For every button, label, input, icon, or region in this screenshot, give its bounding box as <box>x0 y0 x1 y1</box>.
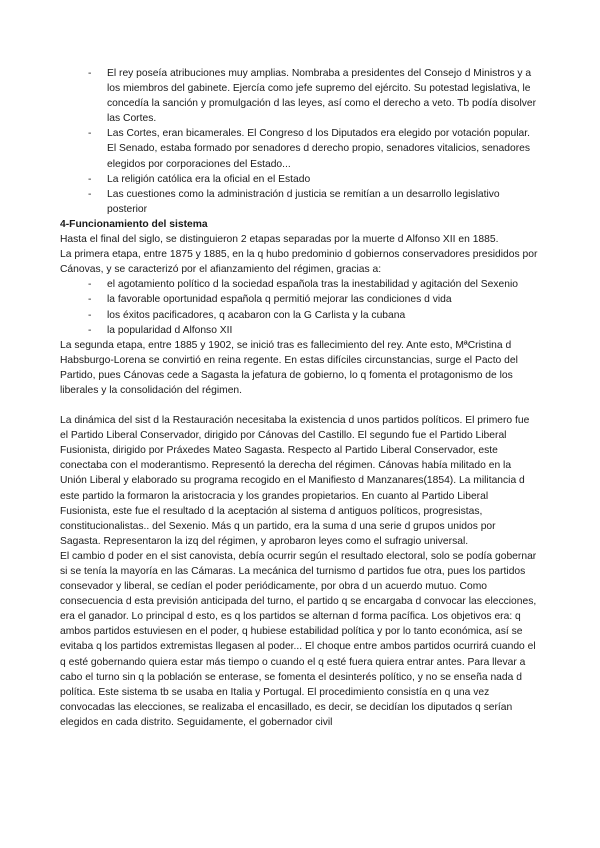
turnismo-paragraph: El cambio d poder en el sist canovista, debía ocurrir según el resultado electoral, solo se podía gobernar si se tenía la mayoría en las Cámaras. La mecánica del turnismo d partidos fue otra, pues los partidos consevador y liberal, se cedían el poder periódicamente, por obra d un acuerdo mutuo. Como consecuencia d esta previsión anticipada del turno, el partido q se encargaba d convocar las elecciones, era el ganador. Lo principal d esto, es q los partidos se alternan d forma pacífica. Los objetivos era: q ambos partidos estuviesen en el poder, q hubiese estabilidad política y por lo tanto económica, así se evitaba q los partidos extremistas llegasen al poder... El choque entre ambos partidos ocurrirá cuando el q esté gobernando quiera estar más tiempo o cuando el q esté fuera quiera entrar antes. Para llevar a cabo el turno sin q la población se enterase, se fomenta el desinterés político, y no se enseña nada d política. Este sistema tb se usaba en Italia y Portugal. El procedimiento consistía en q una vez convocadas las elecciones, se realizaba el encasillado, es decir, se decidían los diputados q serían elegidos en cada distrito. Seguidamente, el gobernador civil <box>60 550 537 728</box>
first-stage-paragraph: La primera etapa, entre 1875 y 1885, en la q hubo predominio d gobiernos conservadores presididos por Cánovas, y se caracterizó por el afianzamiento del régimen, gracias a: <box>60 249 538 276</box>
list-item: - El rey poseía atribuciones muy amplias. Nombraba a presidentes del Consejo d Ministros y a los miembros del gabinete. Ejercía como jefe supremo del ejército. Su potestad legislativa, le concedía la sanción y promulgación d las leyes, así como el derecho a veto. Tb podía disolver las Cortes. <box>60 66 538 126</box>
list-item: - la popularidad d Alfonso XII <box>60 323 538 338</box>
document-page <box>60 66 538 730</box>
list-item: - los éxitos pacificadores, q acabaron con la G Carlista y la cubana <box>60 308 538 323</box>
list-item: - La religión católica era la oficial en el Estado <box>60 172 538 187</box>
list-item: - el agotamiento político d la sociedad española tras la inestabilidad y agitación del Sexenio <box>60 277 538 292</box>
parties-paragraph: La dinámica del sist d la Restauración necesitaba la existencia d unos partidos políticos. El primero fue el Partido Liberal Conservador, dirigido por Cánovas del Castillo. El segundo fue el Partido Liberal Fusionista, dirigido por Práxedes Mateo Sagasta. Respecto al Partido Liberal Conservador, este conectaba con el moderantismo. Representó la derecha del régimen. Cánovas había militado en la Unión Liberal y elaborado su programa recogido en el Manifiesto d Manzanares(1854). La militancia d este partido la formaron la aristocracia y los grandes propietarios. En cuanto al Partido Liberal Fusionista, este fue el resultado d la aceptación al sistema d antiguos políticos, progresistas, constitucionalistas.. del Sexenio. Más q un partido, era la suma d una serie d grupos unidos por Sagasta. Representaron la izq del régimen, y aprobaron leyes como el sufragio universal. <box>60 415 530 547</box>
paragraph-spacer <box>60 398 538 413</box>
intro-paragraph: Hasta el final del siglo, se distinguieron 2 etapas separadas por la muerte d Alfonso XII en 1885. <box>60 234 499 246</box>
first-stage-bullet-list <box>60 277 538 337</box>
top-bullet-list <box>60 66 538 217</box>
list-item: - la favorable oportunidad española q permitió mejorar las condiciones d vida <box>60 292 538 307</box>
second-stage-paragraph: La segunda etapa, entre 1885 y 1902, se inició tras es fallecimiento del rey. Ante esto, MªCristina d Habsburgo-Lorena se convirtió en reina regente. En estas difíciles circunstancias, surge el Pacto del Partido, pues Cánovas cede a Sagasta la jefatura de gobierno, lo q fomenta el protagonismo de los liberales y la consolidación del régimen. <box>60 339 518 396</box>
list-item: - Las cuestiones como la administración d justicia se remitían a un desarrollo legislativo posterior <box>60 187 538 217</box>
list-item: - Las Cortes, eran bicamerales. El Congreso d los Diputados era elegido por votación popular. El Senado, estaba formado por senadores d derecho propio, senadores vitalicios, senadores elegidos por corporaciones del Estado... <box>60 126 538 171</box>
section-heading: 4-Funcionamiento del sistema <box>60 218 208 230</box>
